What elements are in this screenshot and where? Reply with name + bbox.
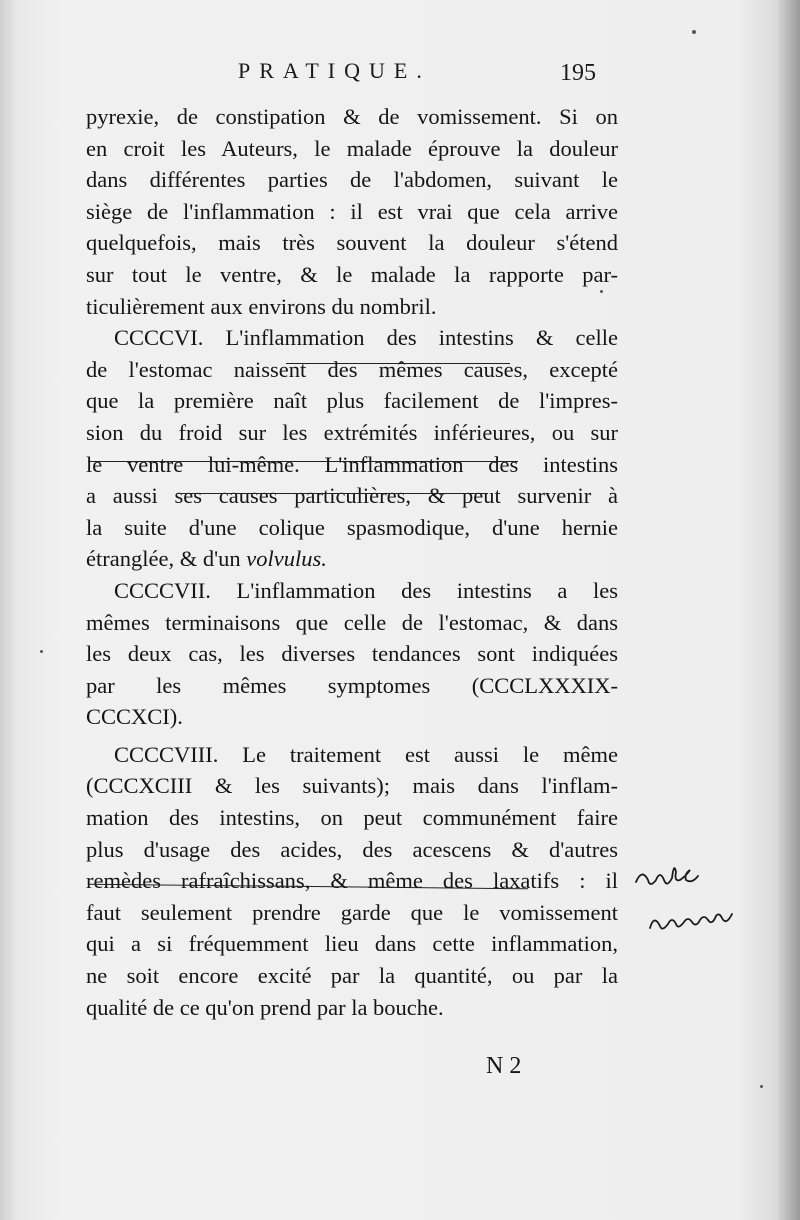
text-line: a aussi ses causes particulières, & peut survenir à (86, 483, 618, 509)
section-ccccviii-start: CCCCVIII. Le traitement est aussi le même (114, 741, 618, 767)
handwritten-margin-note (628, 850, 778, 950)
italic-word: volvulus. (246, 546, 327, 572)
text-line: les deux cas, les diverses tendances sont indiquées (86, 641, 618, 667)
text-line: de l'estomac naissent des mêmes causes, excepté (86, 356, 618, 382)
paper-speck (692, 30, 696, 34)
text-line: qualité de ce qu'on prend par la bouche. (86, 994, 444, 1020)
text-line: sion du froid sur les extrémités inférieures, ou sur (86, 419, 618, 445)
page-number: 195 (560, 60, 596, 86)
running-head: PRATIQUE. (238, 58, 431, 83)
page-header (238, 58, 618, 98)
text-fragment: étranglée, & d'un (86, 546, 241, 572)
text-line: en croit les Auteurs, le malade éprouve la douleur (86, 135, 618, 161)
paper-speck (760, 1085, 763, 1088)
text-line: (CCCXCIII & les suivants); mais dans l'inflam- (86, 773, 618, 799)
text-line: remèdes rafraîchissans, & même des laxatifs : il (86, 868, 618, 894)
text-line: par les mêmes symptomes (CCCLXXXIX- (86, 672, 618, 698)
text-line: pyrexie, de constipation & de vomissement. Si on (86, 104, 618, 129)
text-line: mêmes terminaisons que celle de l'estomac, & dans (86, 609, 618, 635)
paper-speck (600, 290, 603, 293)
text-line: le ventre lui-même. L'inflammation des intestins (86, 451, 618, 477)
text-line: qui a si fréquemment lieu dans cette inflammation, (86, 931, 618, 957)
text-line: la suite d'une colique spasmodique, d'une hernie (86, 514, 618, 540)
text-line: sur tout le ventre, & le malade la rapporte par- (86, 261, 618, 287)
text-line: que la première naît plus facilement de l'impres- (86, 388, 618, 414)
paper-speck (40, 650, 43, 653)
text-line (86, 543, 618, 575)
text-line: mation des intestins, on peut communément faire (86, 805, 618, 831)
page-gutter (778, 0, 800, 1220)
text-line: ne soit encore excité par la quantité, ou par la (86, 963, 618, 989)
text-line: plus d'usage des acides, des acescens & d'autres (86, 836, 618, 862)
text-line: siège de l'inflammation : il est vrai que cela arrive (86, 198, 618, 224)
underline-mark (286, 363, 510, 364)
text-line: faut seulement prendre garde que le vomissement (86, 899, 618, 925)
text-line: ticulièrement aux environs du nombril. (86, 293, 437, 319)
text-line: quelquefois, mais très souvent la douleur s'étend (86, 230, 618, 256)
section-ccccvii-start: CCCCVII. L'inflammation des intestins a les (114, 577, 618, 603)
underline-mark (178, 493, 488, 494)
handwriting-icon (628, 850, 778, 950)
text-line: CCCXCI). (86, 704, 183, 730)
signature-mark: N 2 (486, 1053, 522, 1079)
section-ccccvi-start: CCCCVI. L'inflammation des intestins & celle (114, 325, 618, 351)
text-line: dans différentes parties de l'abdomen, suivant le (86, 167, 618, 193)
underline-mark (88, 461, 518, 462)
